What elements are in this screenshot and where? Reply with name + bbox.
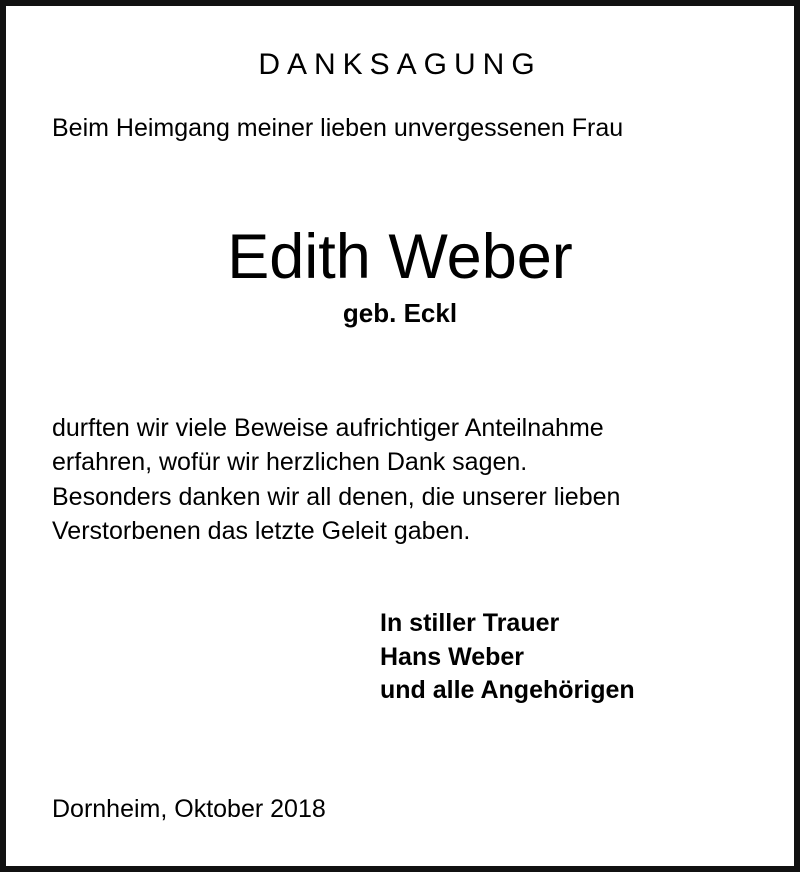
mourners-line: Hans Weber [380, 642, 525, 671]
deceased-name-block [50, 221, 750, 329]
thanks-text-line: erfahren, wofür wir herzlichen Dank sagen. [52, 448, 528, 477]
thanks-text-line: Besonders danken wir all denen, die unserer lieben [52, 482, 621, 511]
place-and-date: Dornheim, Oktober 2018 [52, 795, 326, 823]
mourners-line: In stiller Trauer [380, 608, 560, 637]
page-title: DANKSAGUNG [258, 48, 542, 81]
mourners-block [380, 607, 750, 708]
deceased-name: Edith Weber [227, 221, 573, 292]
thanks-text-line: Verstorbenen das letzte Geleit gaben. [52, 517, 471, 546]
mourners-line: und alle Angehörigen [380, 676, 635, 705]
spacer [50, 708, 750, 795]
deceased-maiden-name: geb. Eckl [342, 297, 458, 328]
thanks-text-line: durften wir viele Beweise aufrichtiger Anteilnahme [52, 413, 604, 442]
thanks-text [52, 411, 750, 549]
intro-text: Beim Heimgang meiner lieben unvergessenen Frau [52, 114, 624, 142]
